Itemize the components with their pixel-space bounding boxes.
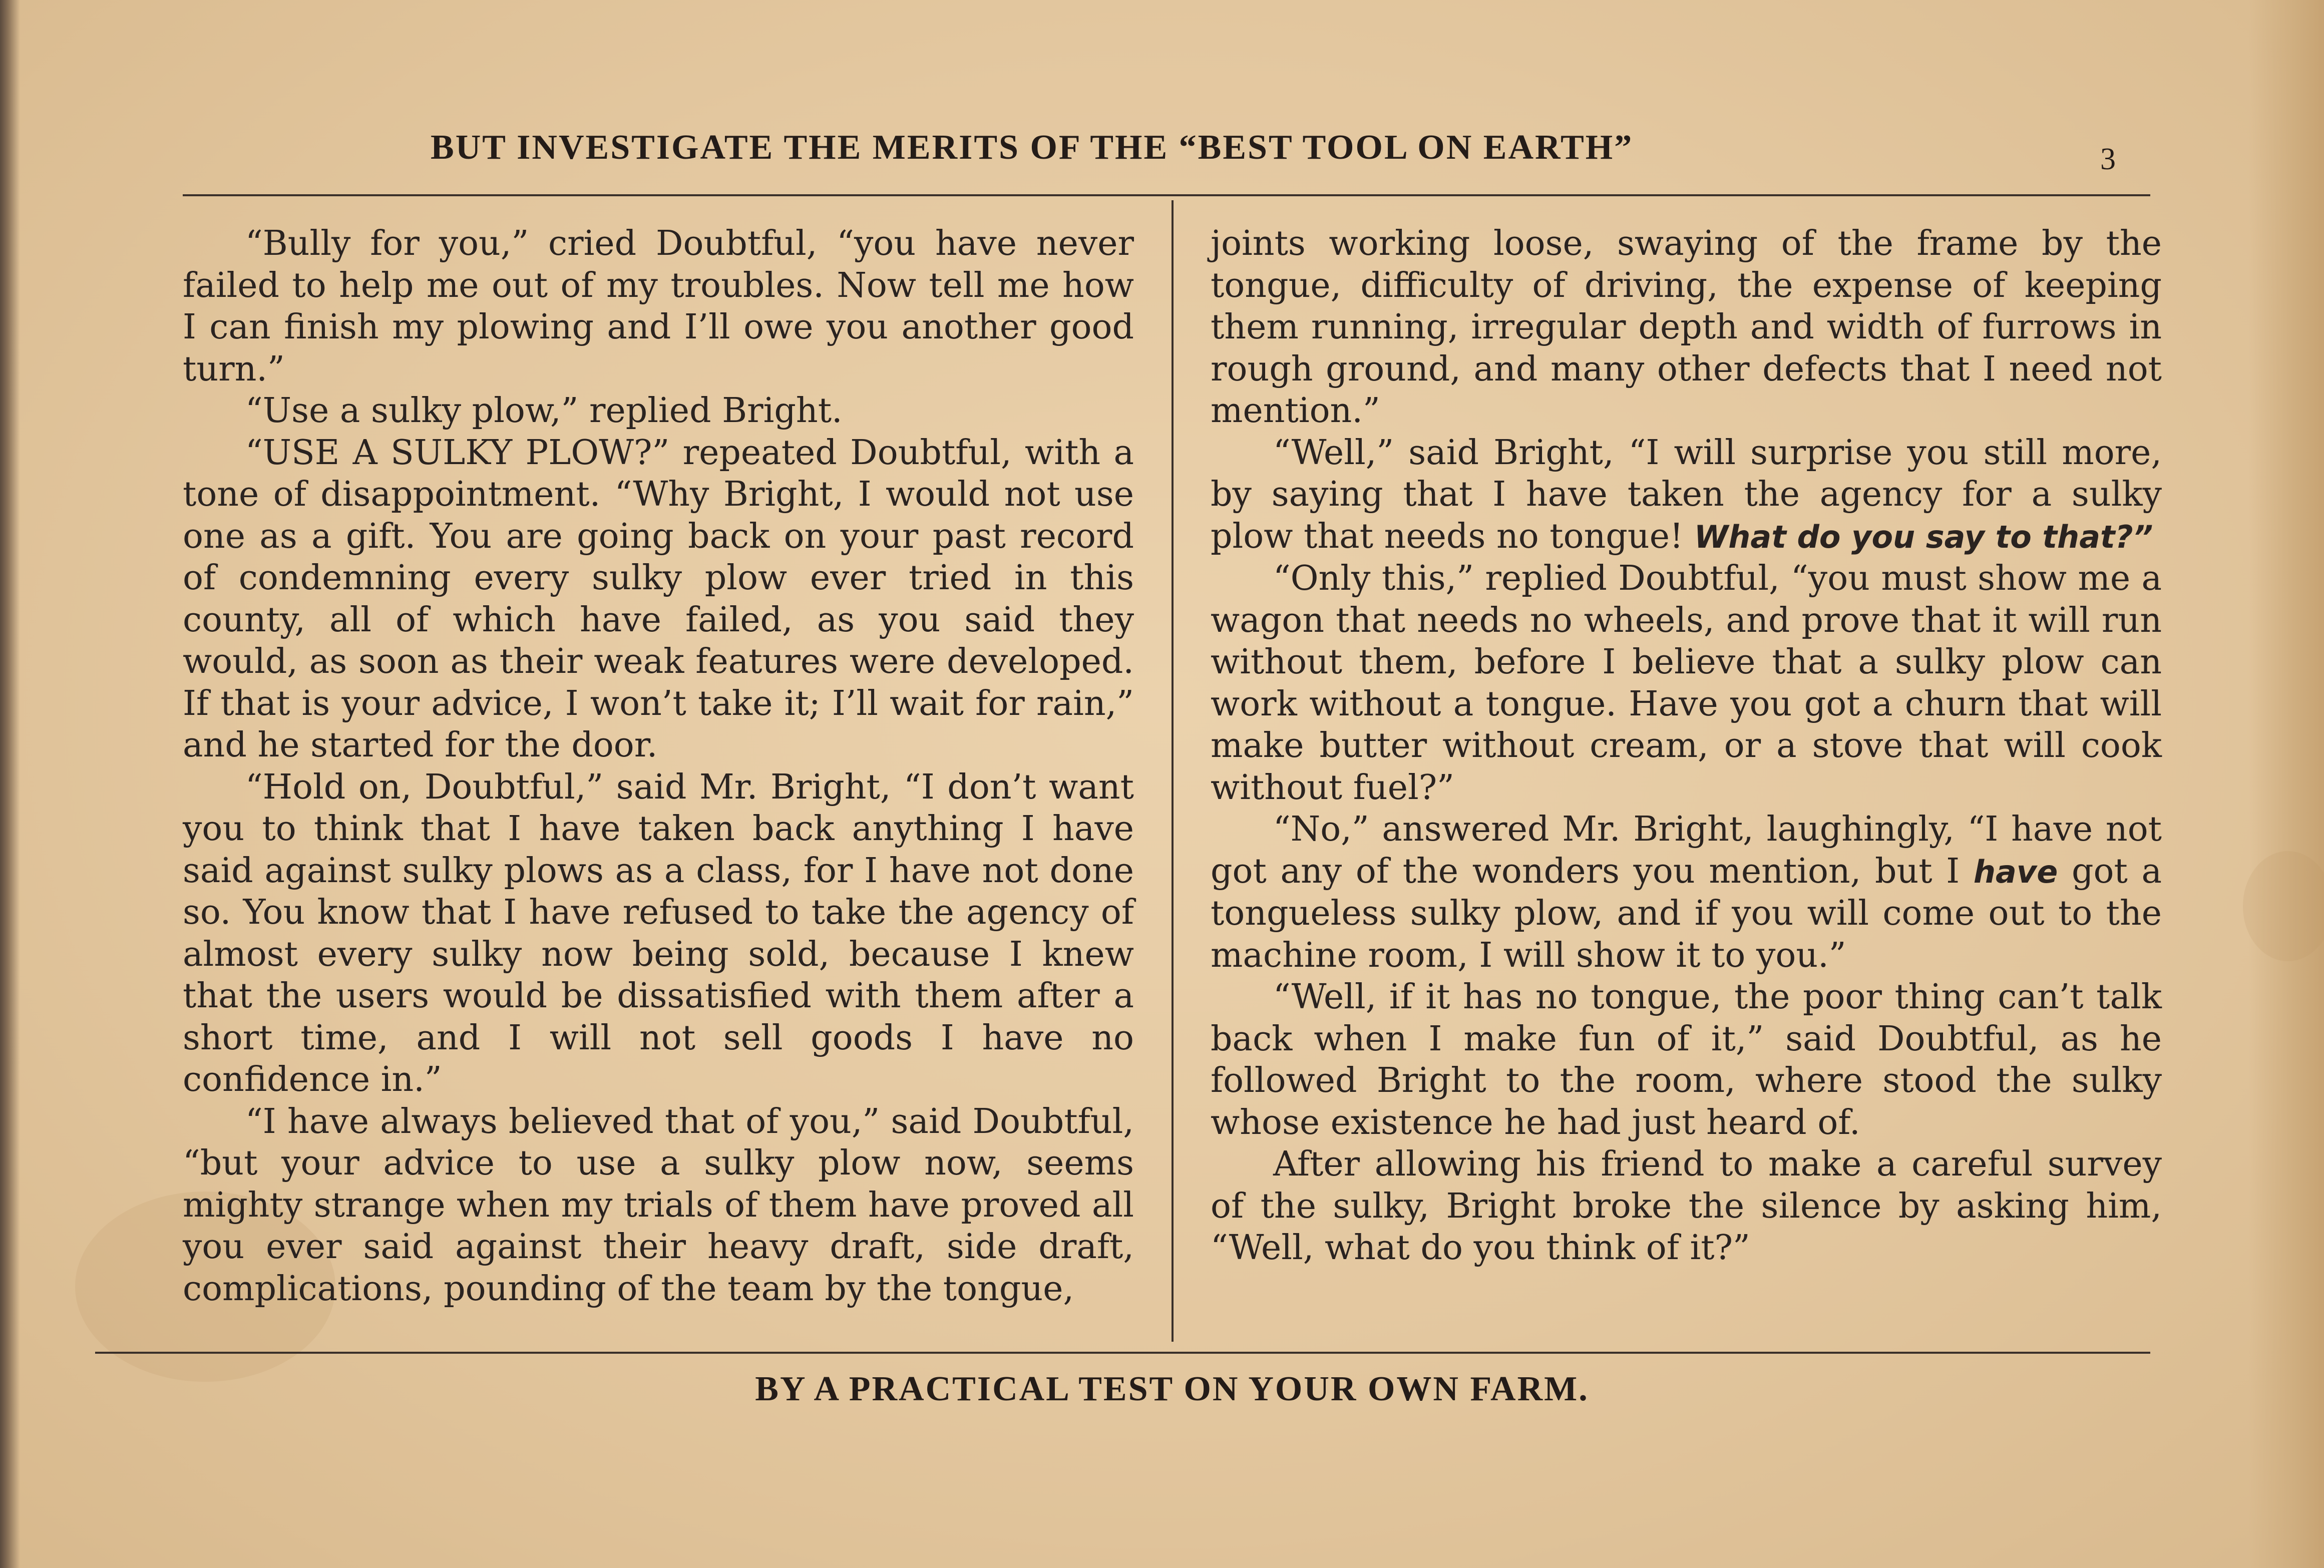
paragraph — [1211, 809, 2162, 976]
emphasized-question: What do you say to that?” — [1694, 518, 2153, 555]
page-spine-shadow — [0, 0, 20, 1568]
paragraph: “I have always believed that of you,” said Doubtful, “but your advice to use a sulky plow now, seems mighty strange when my trials of them have proved all you ever said against their heavy draft, side draft, complications, pounding of the team by the tongue, — [183, 1101, 1134, 1309]
paragraph-text: “Well,” said Bright, “I will surprise you still more, by saying that I have taken the agency for a sulky plow that needs no tongue! — [1211, 433, 2162, 556]
right-column — [1211, 223, 2162, 1269]
page-number: 3 — [2100, 142, 2116, 176]
running-footer — [0, 1369, 2324, 1409]
left-column — [183, 223, 1134, 1310]
paragraph-text: got a tongueless sulky plow, and if you will come out to the machine room, I will show it to you.” — [1211, 851, 2162, 975]
paragraph: “Bully for you,” cried Doubtful, “you have never failed to help me out of my troubles. Now tell me how I can finish my plowing and I’ll owe you another good turn.” — [183, 224, 1134, 389]
header-title: BUT INVESTIGATE THE MERITS OF THE “BEST TOOL ON EARTH” — [431, 128, 1634, 167]
running-header — [0, 128, 2324, 183]
paragraph: “USE A SULKY PLOW?” repeated Doubtful, with a tone of disappointment. “Why Bright, I would not use one as a gift. You are going back on your past record of condemning every sulky plow ever tried in this county, all of which have failed, as you said they would, as soon as their weak features were developed. If that is your advice, I won’t take it; I’ll wait for rain,” and he started for the door. — [183, 433, 1134, 765]
paragraph-text: “No,” answered Mr. Bright, laughingly, “I have not got any of the wonders you mention, but I — [1211, 810, 2162, 891]
paragraph: “Well, if it has no tongue, the poor thing can’t talk back when I make fun of it,” said Doubtful, as he followed Bright to the room, where stood the sulky whose existence he had just heard of. — [1211, 977, 2162, 1142]
page-edge-shadow — [2249, 0, 2324, 1568]
footer-text: BY A PRACTICAL TEST ON YOUR OWN FARM. — [755, 1370, 1589, 1408]
paragraph: “Only this,” replied Doubtful, “you must show me a wagon that needs no wheels, and prove that it will run without them, before I believe that a sulky plow can work without a tongue. Have you got a churn that will make butter without cream, or a stove that will cook without fuel?” — [1211, 559, 2162, 808]
column-divider — [1172, 200, 1174, 1342]
paragraph: “Hold on, Doubtful,” said Mr. Bright, “I don’t want you to think that I have taken back anything I have said against sulky plows as a class, for I have not done so. You know that I have refused to take the agency of almost every sulky now being sold, because I knew that the users would be dissatisfied with them after a short time, and I will not sell goods I have no confidence in.” — [183, 767, 1134, 1099]
paragraph: joints working loose, swaying of the frame by the tongue, difficulty of driving, the expense of keeping them running, irregular depth and width of furrows in rough ground, and many other defects that I need not mention.” — [1211, 224, 2162, 431]
header-rule — [183, 194, 2150, 196]
footer-rule — [95, 1352, 2150, 1354]
paragraph: After allowing his friend to make a careful survey of the sulky, Bright broke the silence by asking him, “Well, what do you think of it?” — [1211, 1144, 2162, 1268]
paragraph — [1211, 432, 2162, 558]
emphasized-word: have — [1973, 853, 2058, 890]
paragraph: “Use a sulky plow,” replied Bright. — [245, 391, 843, 431]
